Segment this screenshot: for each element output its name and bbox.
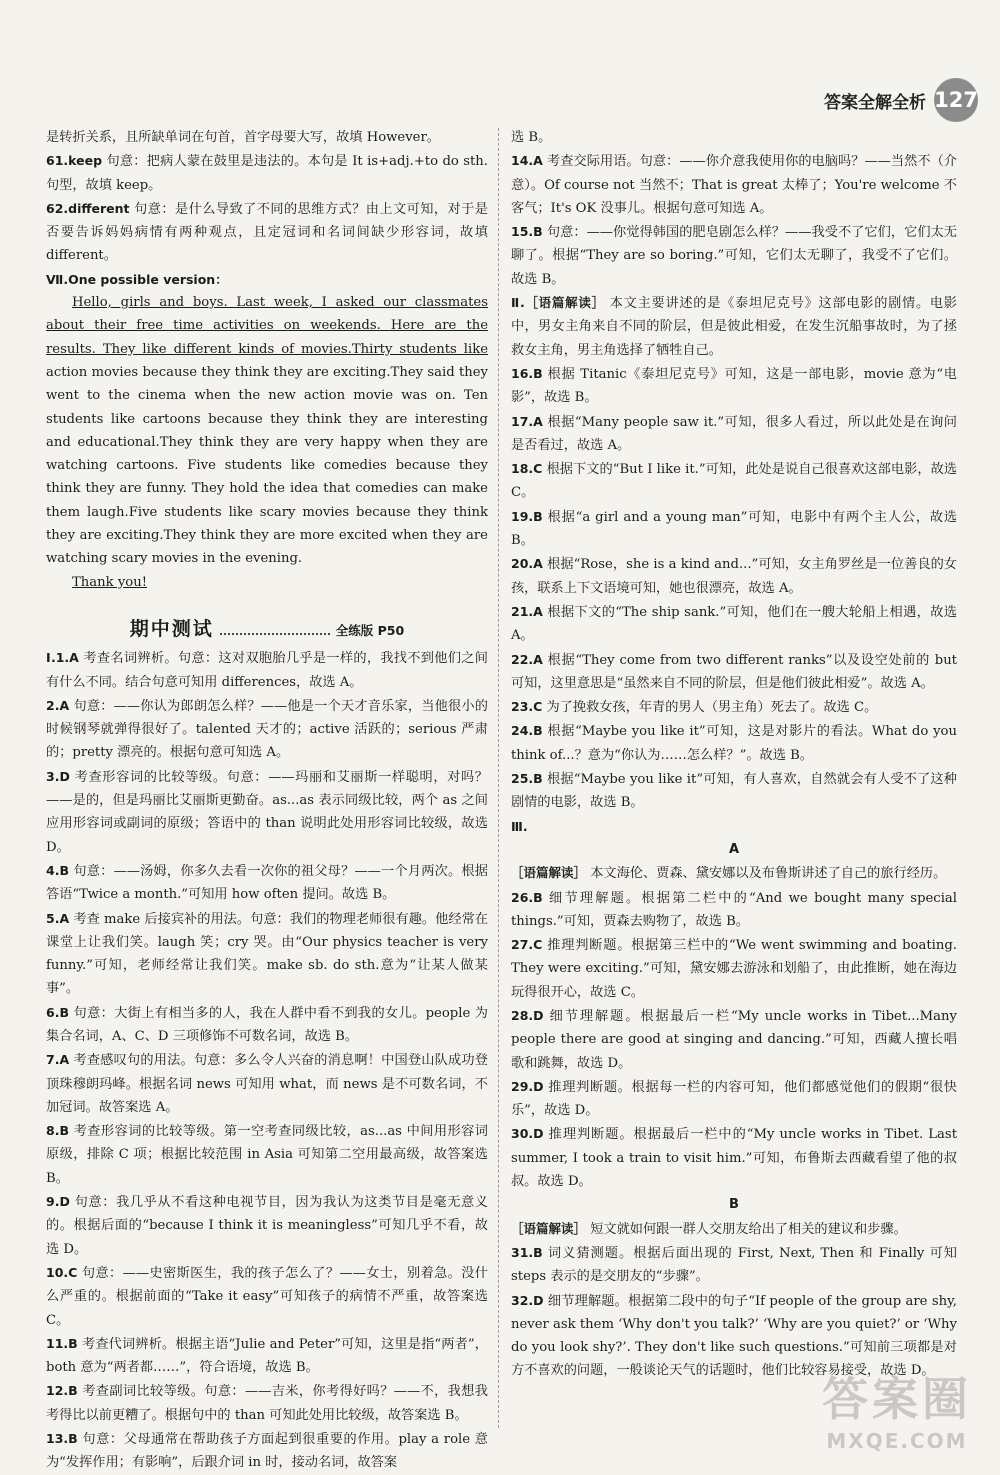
answer-item: 6.B 句意：大街上有相当多的人，我在人群中看不到我的女儿。people 为集合名词，A、C、D 三项修饰不可数名词，故选 B。 <box>46 1004 488 1044</box>
answer-item: 19.B 根据“a girl and a young man”可知，电影中有两个主人公，故选 B。 <box>511 508 957 549</box>
answer-item: 18.C 根据下文的“But I like it.”可知，此处是说自己很喜欢这部电影，故选 C。 <box>511 461 957 501</box>
answer-item: 7.A 考查感叹句的用法。句意：多么令人兴奋的消息啊！中国登山队成功登顶珠穆朗玛峰。根据名词 news 可知用 what，而 news 是不可数名词，不加冠词。故答案选 A。 <box>46 1052 488 1115</box>
continued-paragraph: 是转折关系，且所缺单词在句首，首字母要大写，故填 However。 <box>46 130 440 145</box>
answer-item: 22.A 根据“They come from two different ranks”以及设空处前的 but 可知，这里意思是“虽然来自不同的阶层，但是他们彼此相爱”。故选 A。 <box>511 651 957 691</box>
answer-item: 23.C 为了挽救女孩，年青的男人（男主角）死去了。故选 C。 <box>511 699 878 716</box>
answer-item: 11.B 考查代词辨析。根据主语“Julie and Peter”可知，这里是指“两者”，both 意为“两者都……”，符合语境，故选 B。 <box>46 1335 488 1376</box>
answer-item: 31.B 词义猜测题。根据后面出现的 First, Next, Then 和 Finally 可知 steps 表示的是交朋友的“步骤”。 <box>511 1244 957 1285</box>
answer-item: 2.A 句意：——你认为郎朗怎么样？——他是一个天才音乐家，当他很小的时候钢琴就弹得很好了。talented 天才的；active 活跃的；serious 严肃的；pretty 漂亮的。根据句意可知选 A。 <box>46 697 488 761</box>
essay-closing: Thank you! <box>72 574 148 590</box>
answer-item: 15.B 句意：——你觉得韩国的肥皂剧怎么样？——我受不了它们，它们太无聊了。根据“They are so boring.”可知，它们太无聊了，我受不了它们。故选 B。 <box>511 224 957 287</box>
header-title: 答案全解全析 <box>824 92 926 113</box>
answer-number: 61.keep <box>46 153 103 169</box>
answer-item: 28.D 细节理解题。根据最后一栏“My uncle works in Tibet...Many people there are good at singing and dancing.”可知，西藏人擅长唱歌和跳舞，故选 D。 <box>511 1007 957 1071</box>
passage-tag: ［语篇解读］ <box>511 865 587 881</box>
answer-item: 20.A 根据“Rose，she is a kind and...”可知，女主角罗丝是一位善良的女孩，联系上下文语境可知，她也很漂亮，故选 A。 <box>511 556 957 596</box>
left-column <box>46 126 488 1475</box>
answer-item: 10.C 句意：——史密斯医生，我的孩子怎么了？——女士，别着急。没什么严重的。根据前面的“Take it easy”可知孩子的病情不严重，故答案选 C。 <box>46 1264 488 1328</box>
site-watermark <box>822 1363 972 1453</box>
column-divider <box>498 128 499 1428</box>
answer-number: 62.different <box>46 200 130 216</box>
answer-item: Ⅰ.1.A 考查名词辨析。句意：这对双胞胎几乎是一样的，我找不到他们之间有什么不同。结合句意可知用 differences，故选 A。 <box>46 650 488 690</box>
section-label-writing: Ⅶ.One possible version： <box>46 271 228 287</box>
passage-summary: Ⅱ.［语篇解读］ 本文主要讲述的是《泰坦尼克号》这部电影的剧情。电影中，男女主角来自不同的阶层，但是彼此相爱，在发生沉船事故时，为了拯救女主角，男主角选择了牺牲自己。 <box>511 295 957 358</box>
answer-item: 29.D 推理判断题。根据每一栏的内容可知，他们都感觉他们的假期“很快乐”，故选 D。 <box>511 1078 957 1119</box>
passage-summary: ［语篇解读］ 本文海伦、贾森、黛安娜以及布鲁斯讲述了自己的旅行经历。 <box>511 865 947 882</box>
answer-item: 4.B 句意：——汤姆，你多久去看一次你的祖父母？——一个月两次。根据答语“Twice a month.”可知用 how often 提问。故选 B。 <box>46 862 488 903</box>
answer-item: 32.D 细节理解题。根据第二段中的句子“If people of the group are shy, never ask them ‘Why don't you talk?’ ‘Why are you quiet?’ or ‘Why do you look shy?’. They don't like such questions.”可知前三项都是对方不喜欢的问题，一般谈论天气的话题时，他们比较容易接受，故选 D。 <box>511 1292 957 1379</box>
answer-item: 8.B 考查形容词的比较等级。第一空考查同级比较，as...as 中间用形容词原级，排除 C 项；根据比较范围 in Asia 可知第二空用最高级，故答案选 B。 <box>46 1123 488 1186</box>
answer-text: 句意：把病人蒙在鼓里是违法的。本句是 It is+adj.+to do sth. 句型，故填 keep。 <box>46 154 488 193</box>
answer-item: 16.B 根据 Titanic《泰坦尼克号》可知，这是一部电影，movie 意为“电影”，故选 B。 <box>511 365 957 406</box>
answer-item: 17.A 根据“Many people saw it.”可知，很多人看过，所以此处是在询问是否看过，故选 A。 <box>511 413 957 453</box>
answer-item: 5.A 考查 make 后接宾补的用法。句意：我们的物理老师很有趣。他经常在课堂上让我们笑。laugh 笑；cry 哭。由“Our physics teacher is very funny.”可知，老师经常让我们笑。make sb. do sth.意为“让某人做某事”。 <box>46 910 488 997</box>
continued-paragraph: 选 B。 <box>511 130 552 145</box>
answer-item: 12.B 考查副词比较等级。句意：——吉米，你考得好吗？——不，我想我考得比以前更糟了。根据句中的 than 可知此处用比较级，故答案选 B。 <box>46 1383 488 1423</box>
answer-item: 27.C 推理判断题。根据第三栏中的“We went swimming and boating. They were exciting.”可知，黛安娜去游泳和划船了，由此推断，她在海边玩得很开心，故选 C。 <box>511 937 957 1000</box>
sample-essay <box>46 291 488 571</box>
passage-tag: ［语篇解读］ <box>511 1220 587 1236</box>
section-label-3: Ⅲ. <box>511 818 528 834</box>
right-column <box>511 126 957 1383</box>
essay-text: action movies because they think they are exciting.They said they went to the cinema when the new action movie was on. Ten students like cartoons because they think they are interesting and educational.They think they are very happy when they are watching cartoons. Five students like comedies because they think they are funny. They hold the idea that comedies can make them laugh.Five students like scary movies because they think they are exciting.They think they are more excited when they are watching scary movies in the evening. <box>46 364 488 567</box>
essay-underlined-text: Hello, girls and boys. Last week, I asked our classmates about their free time activities on weekends. Here are the results. They like different kinds of movies.Thirty students like <box>46 295 488 357</box>
midterm-title: 期中测试 <box>129 617 214 640</box>
answer-text: 句意：是什么导致了不同的思维方式？由上文可知，对于是否要告诉妈妈病情有两种观点，且定冠词和名词间缺少形容词，故填 different。 <box>46 201 488 264</box>
page-header <box>824 78 978 122</box>
answer-item: 3.D 考查形容词的比较等级。句意：——玛丽和艾丽斯一样聪明，对吗？——是的，但是玛丽比艾丽斯更勤奋。as...as 表示同级比较，两个 as 之间应用形容词或副词的原级；答语中的 than 说明此处用形容词比较级，故选 D。 <box>46 768 488 855</box>
passage-tag: Ⅱ.［语篇解读］ <box>511 295 605 311</box>
answer-item: 21.A 根据下文的“The ship sank.”可知，他们在一艘大轮船上相遇，故选 A。 <box>511 603 957 644</box>
answer-item: 9.D 句意：我几乎从不看这种电视节目，因为我认为这类节目是毫无意义的。根据后面的“because I think it is meaningless”可知几乎不看，故选 D。 <box>46 1194 488 1257</box>
part-a-heading: A <box>728 841 740 857</box>
watermark-url: MXQE.COM <box>826 1429 968 1453</box>
answer-item: 25.B 根据“Maybe you like it”可知，有人喜欢，自然就会有人受不了这种剧情的电影，故选 B。 <box>511 771 957 811</box>
answer-item: 26.B 细节理解题。根据第二栏中的“And we bought many special things.”可知，贾森去购物了，故选 B。 <box>511 889 957 929</box>
watermark-logo-text: 答案圈 <box>822 1372 972 1426</box>
midterm-heading <box>46 618 488 642</box>
answer-item: 13.B 句意：父母通常在帮助孩子方面起到很重要的作用。play a role 意为“发挥作用；有影响”，后跟介词 in 时，接动名词，故答案 <box>46 1431 488 1471</box>
dotted-leader <box>220 623 330 635</box>
passage-summary: ［语篇解读］ 短文就如何跟一群人交朋友给出了相关的建议和步骤。 <box>511 1220 907 1237</box>
answer-item: 14.A 考查交际用语。句意：——你介意我使用你的电脑吗？——当然不（介意）。Of course not 当然不；That is great 太棒了；You're welcome 不客气；It's OK 没事儿。根据句意可知选 A。 <box>511 153 957 216</box>
answer-item-62 <box>46 197 488 268</box>
midterm-reference: 全练版 P50 <box>335 622 405 638</box>
midterm-answer-list <box>46 646 488 1474</box>
answer-item: 24.B 根据“Maybe you like it”可知，这是对影片的看法。What do you think of...？意为“你认为……怎么样？”。故选 B。 <box>511 723 957 763</box>
page-number-badge: 127 <box>934 78 978 122</box>
answer-item: 30.D 推理判断题。根据最后一栏中的“My uncle works in Tibet. Last summer, I took a train to visit him.”可知，布鲁斯去西藏看望了他的叔叔。故选 D。 <box>511 1126 957 1190</box>
answer-item-61 <box>46 149 488 197</box>
part-b-heading: B <box>729 1197 739 1213</box>
